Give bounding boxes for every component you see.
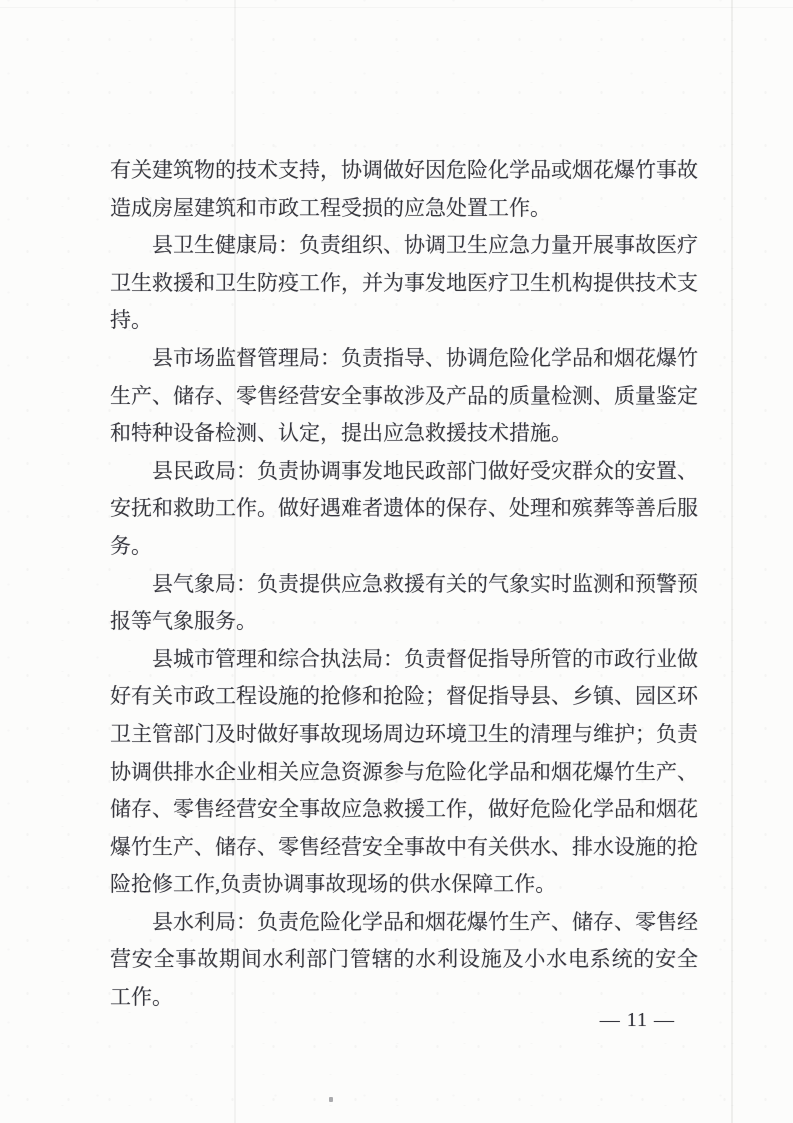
text-line: 协调供排水企业相关应急资源参与危险化学品和烟花爆竹生产、 [110,759,698,784]
text-line: 工作。 [110,985,173,1010]
text-line: 卫生救援和卫生防疫工作，并为事发地医疗卫生机构提供技术支 [110,270,698,295]
text-line: 好有关市政工程设施的抢修和抢险；督促指导县、乡镇、园区环 [110,684,698,709]
scan-artifact-top-edge [0,7,793,8]
text-line: 县气象局：负责提供应急救援有关的气象实时监测和预警预 [152,571,698,596]
text-line: 造成房屋建筑和市政工程受损的应急处置工作。 [110,195,551,220]
text-line: 生产、储存、零售经营安全事故涉及产品的质量检测、质量鉴定 [110,383,698,408]
text-line: 县民政局：负责协调事发地民政部门做好受灾群众的安置、 [152,458,698,483]
text-line: 县卫生健康局：负责组织、协调卫生应急力量开展事故医疗 [152,233,698,258]
text-line: 县水利局：负责危险化学品和烟花爆竹生产、储存、零售经 [152,909,698,934]
text-line: 营安全事故期间水利部门管辖的水利设施及小水电系统的安全 [110,947,698,972]
text-line: 和特种设备检测、认定，提出应急救援技术措施。 [110,421,572,446]
text-line: 务。 [110,533,152,558]
text-line: 县市场监督管理局：负责指导、协调危险化学品和烟花爆竹 [152,345,698,370]
text-line: 险抢修工作,负责协调事故现场的供水保障工作。 [110,872,557,897]
scan-artifact-speck [329,1097,333,1102]
text-line: 持。 [110,308,152,333]
text-line: 爆竹生产、储存、零售经营安全事故中有关供水、排水设施的抢 [110,834,698,859]
text-line: 储存、零售经营安全事故应急救援工作，做好危险化学品和烟花 [110,797,698,822]
text-line: 有关建筑物的技术支持，协调做好因危险化学品或烟花爆竹事故 [110,158,698,182]
page-number: — 11 — [599,1009,675,1031]
text-line: 安抚和救助工作。做好遇难者遗体的保存、处理和殡葬等善后服 [110,496,698,521]
text-line: 报等气象服务。 [110,609,257,634]
document-text [110,152,698,1017]
text-line: 卫主管部门及时做好事故现场周边环境卫生的清理与维护；负责 [110,721,698,746]
text-line: 县城市管理和综合执法局：负责督促指导所管的市政行业做 [152,646,698,671]
scan-artifact-vertical-line-right [731,0,733,1123]
